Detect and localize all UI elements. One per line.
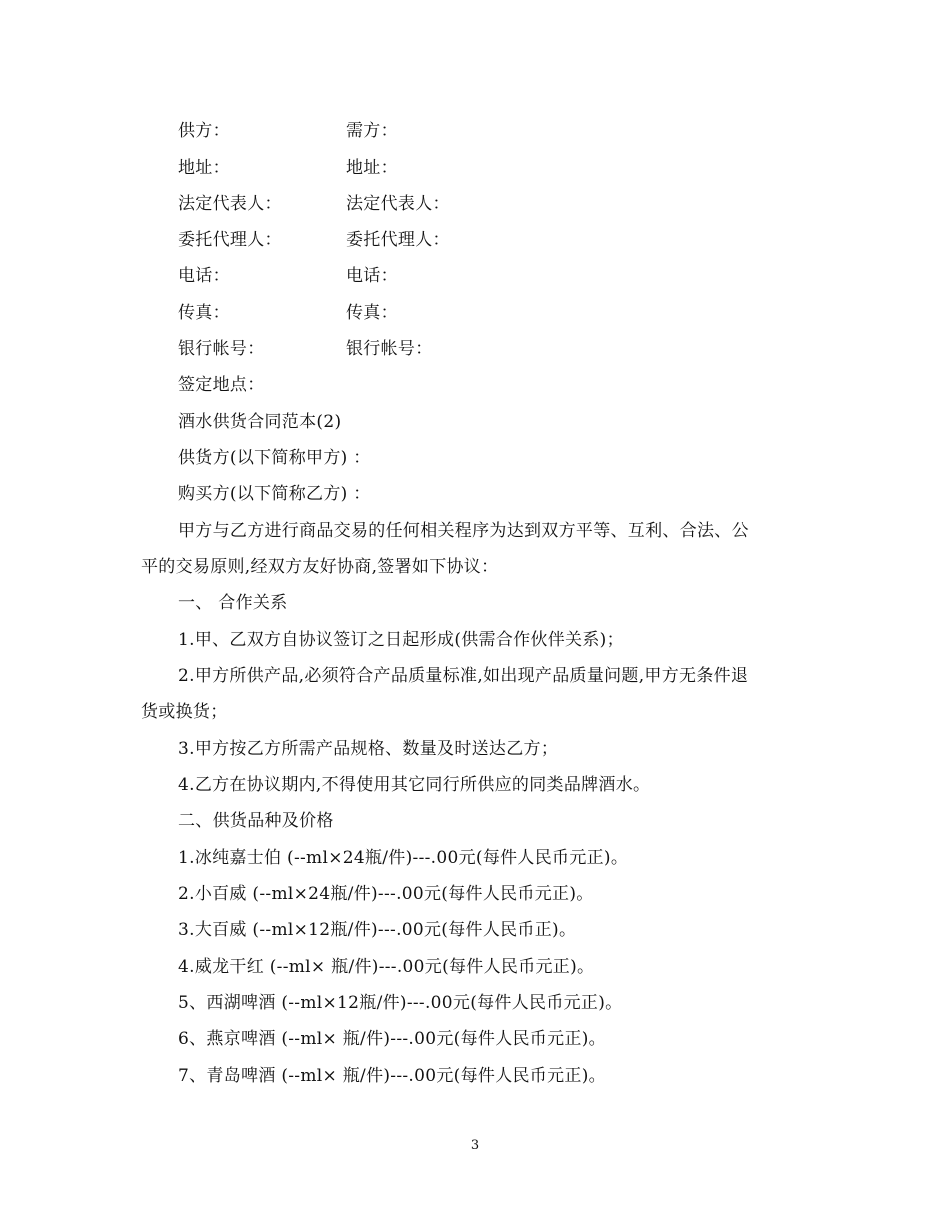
supplier-legal-rep-label: 法定代表人：	[178, 194, 282, 214]
supplier-phone-label: 电话：	[178, 266, 230, 286]
product-item: 1.冰纯嘉士伯 (--ml×24瓶/件)---.00元(每件人民币元正)。	[178, 848, 629, 868]
intro-paragraph-line2: 平的交易原则,经双方友好协商,签署如下协议：	[141, 557, 499, 577]
contract-title: 酒水供货合同范本(2)	[178, 412, 342, 432]
supplier-agent-label: 委托代理人：	[178, 230, 282, 250]
buyer-legal-rep-label: 法定代表人：	[346, 194, 450, 214]
product-item: 4.威龙干红 (--ml× 瓶/件)---.00元(每件人民币元正)。	[178, 957, 595, 977]
supplier-fax-label: 传真：	[178, 303, 230, 323]
buyer-label: 需方：	[346, 121, 398, 141]
party-a-line: 供货方(以下简称甲方) ：	[178, 448, 371, 468]
product-item: 5、西湖啤酒 (--ml×12瓶/件)---.00元(每件人民币元正)。	[178, 993, 623, 1013]
buyer-address-label: 地址：	[346, 158, 398, 178]
section1-heading: 一、 合作关系	[178, 593, 288, 613]
signing-place-label: 签定地点：	[178, 375, 265, 395]
supplier-bank-account-label: 银行帐号：	[178, 339, 265, 359]
supplier-address-label: 地址：	[178, 158, 230, 178]
buyer-agent-label: 委托代理人：	[346, 230, 450, 250]
supplier-label: 供方：	[178, 121, 230, 141]
section1-item2-line1: 2.甲方所供产品,必须符合产品质量标准,如出现产品质量问题,甲方无条件退	[178, 666, 749, 686]
section1-item1: 1.甲、乙双方自协议签订之日起形成(供需合作伙伴关系)；	[178, 630, 624, 650]
buyer-fax-label: 传真：	[346, 303, 398, 323]
party-b-line: 购买方(以下简称乙方) ：	[178, 484, 371, 504]
product-item: 6、燕京啤酒 (--ml× 瓶/件)---.00元(每件人民币元正)。	[178, 1029, 606, 1049]
section1-item3: 3.甲方按乙方所需产品规格、数量及时送达乙方；	[178, 739, 559, 759]
section2-heading: 二、供货品种及价格	[178, 811, 334, 831]
product-item: 3.大百威 (--ml×12瓶/件)---.00元(每件人民币正)。	[178, 920, 577, 940]
page-number: 3	[470, 1138, 480, 1153]
buyer-phone-label: 电话：	[346, 266, 398, 286]
section1-item4: 4.乙方在协议期内,不得使用其它同行所供应的同类品牌酒水。	[178, 775, 651, 795]
section1-item2-line2: 货或换货；	[141, 702, 228, 722]
product-item: 2.小百威 (--ml×24瓶/件)---.00元(每件人民币元正)。	[178, 884, 594, 904]
intro-paragraph-line1: 甲方与乙方进行商品交易的任何相关程序为达到双方平等、互利、合法、公	[178, 521, 749, 541]
buyer-bank-account-label: 银行帐号：	[346, 339, 433, 359]
product-item: 7、青岛啤酒 (--ml× 瓶/件)---.00元(每件人民币元正)。	[178, 1066, 606, 1086]
